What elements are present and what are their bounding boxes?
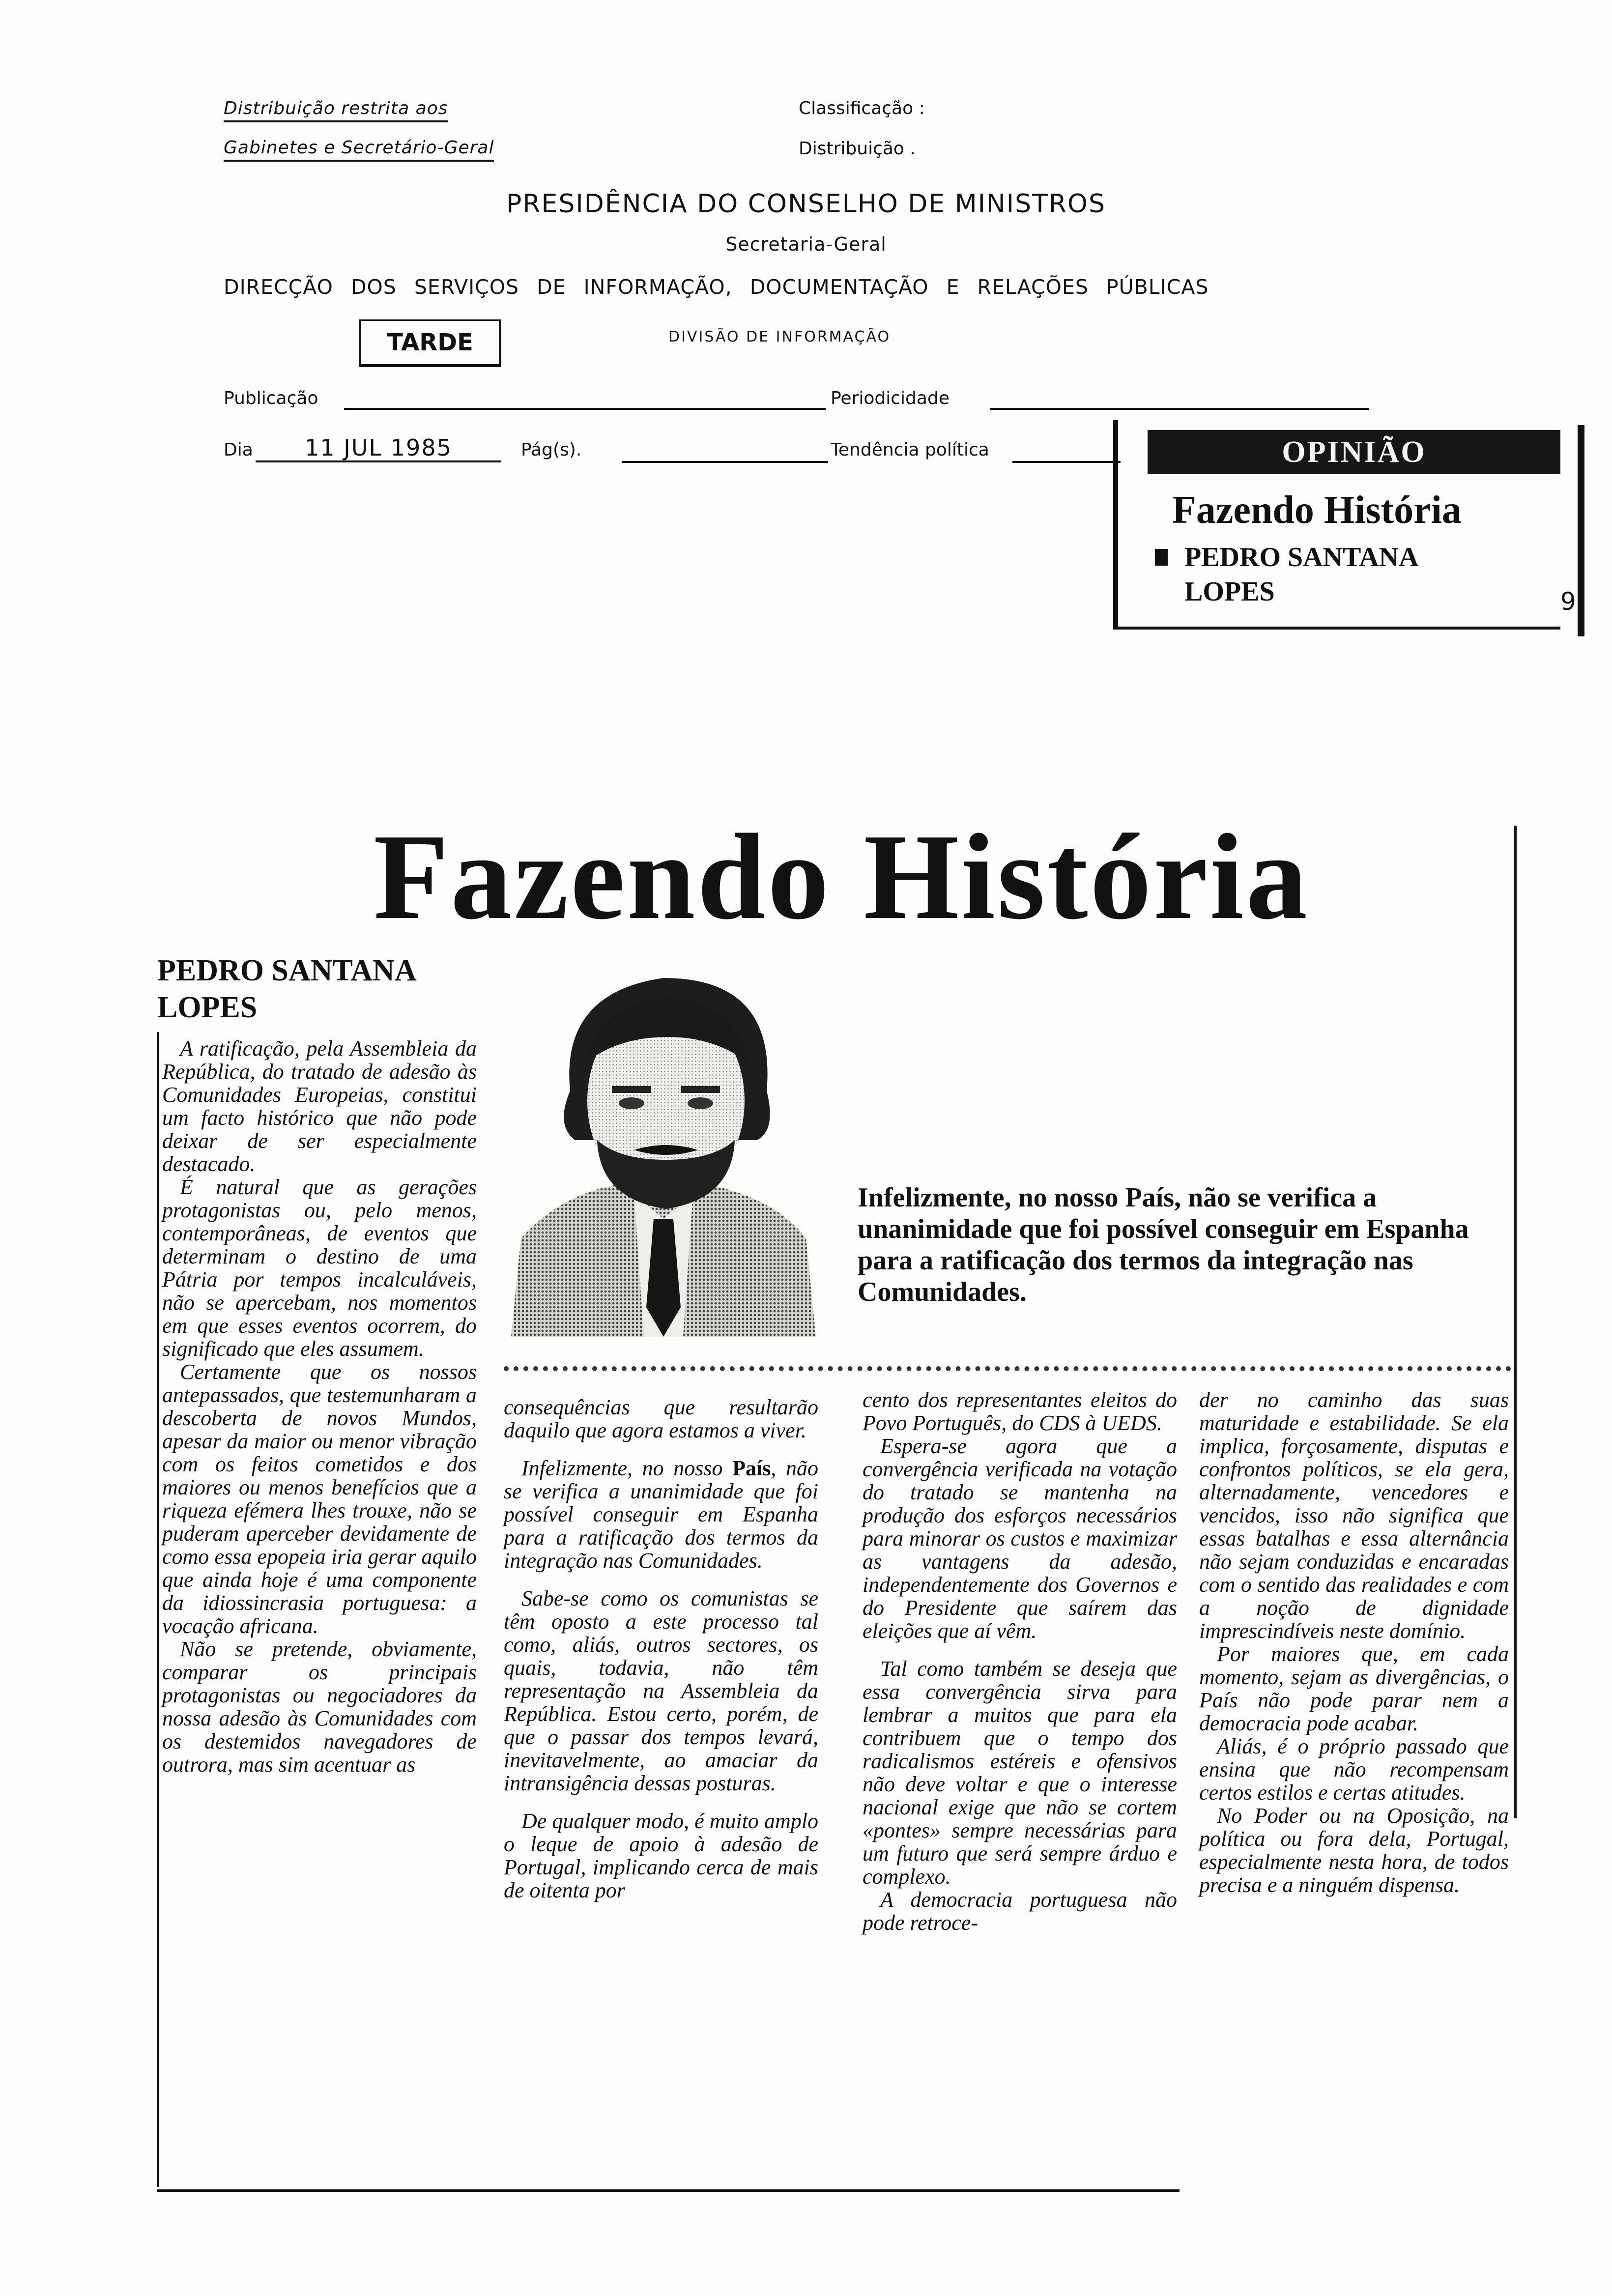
clipping-author-line1: PEDRO SANTANA [1184, 542, 1419, 573]
col4-paragraph: der no caminho das suas maturidade e estabilidade. Se ela implica, forçosamente, disputas e confrontos políticos, se ela gera, alternadamente, vencedores e vencidos, isso não significa que essas batalhas e essa alternância não sejam conduzidas e encaradas com o sentido das realidades e com a noção de dignidade imprescindíveis neste domínio. [1199, 1388, 1509, 1643]
col2-paragraph: Infelizmente, no nosso País, não se verifica a unanimidade que foi possível conseguir em Espanha para a ratificação dos termos da integração nas Comunidades. [504, 1456, 819, 1573]
office-subtitle: Secretaria-Geral [725, 233, 887, 255]
day-label: Dia [224, 440, 253, 460]
political-tendency-line [1012, 461, 1121, 463]
article-column-2 [504, 1396, 818, 1902]
author-portrait-drawing [501, 963, 826, 1337]
publication-line [344, 408, 826, 410]
author-portrait [501, 963, 826, 1337]
pull-quote: Infelizmente, no nosso País, não se verifica a unanimidade que foi possível conseguir em Espanha para a ratificação dos termos da integração nas Comunidades. [858, 1182, 1469, 1307]
clipping-title: Fazendo História [1172, 488, 1462, 532]
office-title: PRESIDÊNCIA DO CONSELHO DE MINISTROS [506, 189, 1106, 219]
clipping-section-banner: OPINIÃO [1148, 430, 1560, 474]
article-column-1 [162, 1037, 477, 1776]
distribution-note-line1: Distribuição restrita aos [224, 98, 499, 118]
day-value: 11 JUL 1985 [256, 435, 501, 462]
article-headline: Fazendo História [374, 809, 1310, 945]
scan-edge-bar [1578, 425, 1584, 636]
periodicity-label: Periodicidade [831, 388, 950, 408]
col4-paragraph: Aliás, é o próprio passado que ensina que não recompensam certos estilos e certas atitudes. [1199, 1734, 1509, 1805]
pages-label: Pág(s). [521, 440, 582, 460]
column-separator [504, 1366, 1511, 1371]
section-stamp: TARDE [359, 319, 501, 367]
article-bottom-rule [157, 2189, 1180, 2192]
col4-paragraph: Por maiores que, em cada momento, sejam as divergências, o País não pode parar nem a democracia pode acabar. [1199, 1642, 1509, 1735]
col3-paragraph: Espera-se agora que a convergência verificada na votação do tratado se mantenha na produção dos esforços necessários para minorar os custos e maximizar as vantagens da adesão, independentemente dos Governos e do Presidente que saírem das eleições que aí vêm. [863, 1434, 1177, 1643]
article-author-line2: LOPES [157, 991, 258, 1024]
division-label: DIVISÃO DE INFORMAÇÃO [668, 328, 891, 345]
right-column-rule [1514, 826, 1517, 1818]
clipping-author-line2: LOPES [1184, 576, 1275, 607]
classification-label: Classificação : [799, 98, 925, 118]
col2-paragraph: De qualquer modo, é muito amplo o leque de apoio à adesão de Portugal, implicando cerca de mais de oitenta por [504, 1809, 818, 1902]
article-column-4 [1199, 1388, 1509, 1896]
publication-label: Publicação [224, 388, 318, 408]
article-column-3 [863, 1388, 1177, 1934]
col3-paragraph: Tal como também se deseja que essa convergência sirva para lembrar a muitos que para ela contribuem que o tempo dos radicalismos estéreis e ofensivos não deve voltar e que o interesse nacional exige que não se cortem «pontes» sempre necessárias para um futuro que será sempre árduo e complexo. [863, 1657, 1177, 1889]
distribution-note-line2: Gabinetes e Secretário-Geral [224, 138, 577, 158]
article-author-line1: PEDRO SANTANA [157, 954, 417, 987]
political-tendency-label: Tendência política [831, 440, 989, 460]
col2-paragraph: Sabe-se como os comunistas se têm oposto a este processo tal como, aliás, outros sectores, os quais, todavia, não têm representação na Assembleia da República. Estou certo, porém, de que o passar dos tempos levará, inevitavelmente, ao amaciar da intransigência dessas posturas. [504, 1586, 818, 1795]
col4-paragraph: No Poder ou na Oposição, na política ou fora dela, Portugal, especialmente nesta hora, de todos precisa e a ninguém dispensa. [1199, 1804, 1509, 1897]
distribution-label: Distribuição . [799, 139, 916, 159]
periodicity-line [990, 408, 1369, 410]
col1-paragraph: A ratificação, pela Assembleia da República, do tratado de adesão às Comunidades Europeias, constitui um facto histórico que não pode deixar de ser especialmente destacado. [162, 1036, 477, 1176]
pages-line [622, 461, 828, 463]
col3-paragraph: cento dos representantes eleitos do Povo Português, do CDS à UEDS. [863, 1388, 1177, 1435]
clipping-box [1113, 420, 1576, 630]
left-edge-rule [157, 1032, 159, 2187]
col1-paragraph: Não se pretende, obviamente, comparar os principais protagonistas ou negociadores da nossa adesão às Comunidades com os destemidos navegadores de outrora, mas sim acentuar as [162, 1637, 477, 1777]
col1-paragraph: Certamente que os nossos antepassados, que testemunharam a descoberta de novos Mundos, apesar da maior ou menor vibração com os feitos cometidos e dos maiores ou menos benefícios que a riqueza efémera lhes trouxe, não se puderam aperceber devidamente de como essa epopeia iria gerar aquilo que ainda hoje é uma componente da idiossincrasia portuguesa: a vocação africana. [162, 1360, 477, 1638]
directorate-line: DIRECÇÃO DOS SERVIÇOS DE INFORMAÇÃO, DOCUMENTAÇÃO E RELAÇÕES PÚBLICAS [224, 275, 1209, 299]
clipping-bullet-icon [1155, 549, 1168, 566]
col2-paragraph: consequências que resultarão daquilo que agora estamos a viver. [504, 1395, 818, 1442]
col1-paragraph: É natural que as gerações protagonistas ou, pelo menos, contemporâneas, de eventos que determinam o destino de uma Pátria por tempos incalculáveis, não se apercebam, nos momentos em que esses eventos ocorrem, do significado que eles assumem. [162, 1175, 477, 1361]
clipping-page-number: 9 [1560, 587, 1576, 616]
col3-paragraph: A democracia portuguesa não pode retroce- [863, 1888, 1177, 1935]
